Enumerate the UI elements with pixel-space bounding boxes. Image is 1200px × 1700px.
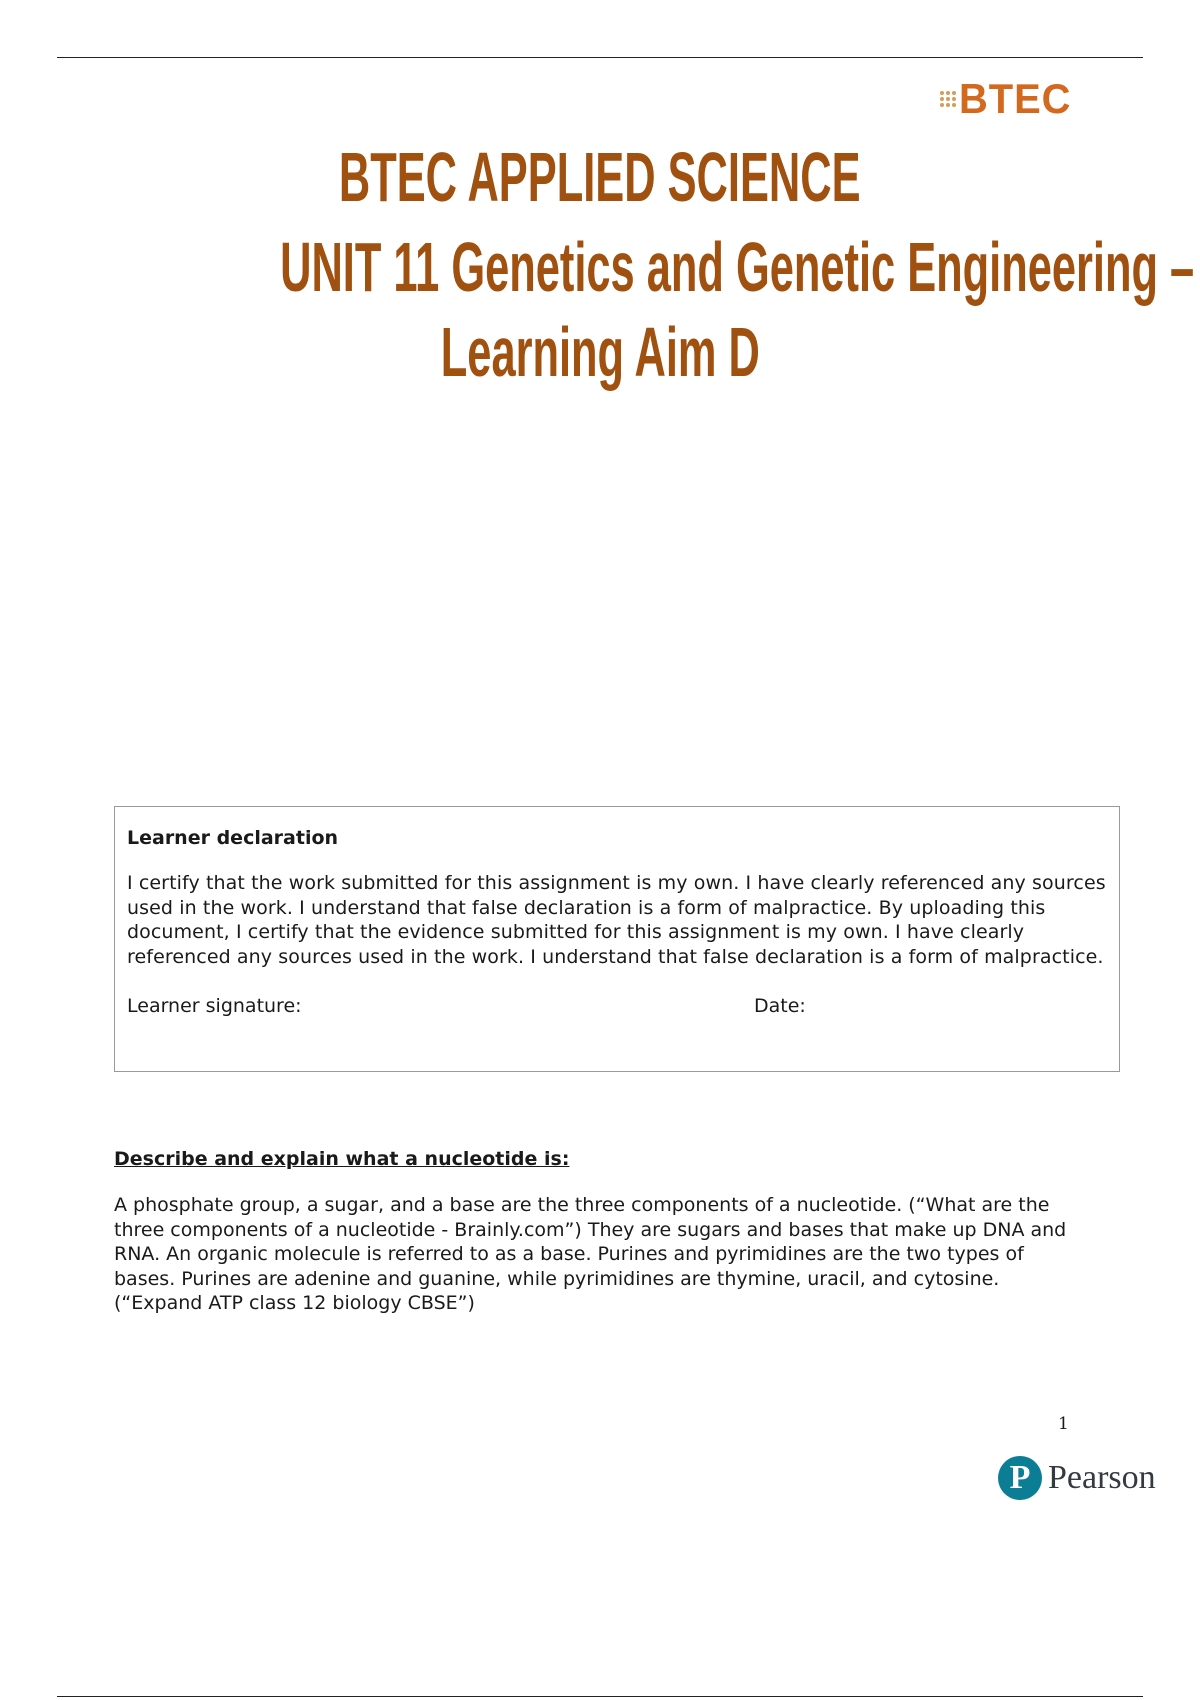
date-label: Date: — [754, 995, 806, 1017]
unit-title: UNIT 11 Genetics and Genetic Engineering – — [280, 228, 1195, 306]
bottom-rule — [57, 1696, 1143, 1697]
signature-row — [127, 995, 1107, 1021]
pearson-logo — [998, 1453, 1156, 1503]
pearson-p-icon: P — [998, 1456, 1042, 1500]
pearson-wordmark: Pearson — [1048, 1459, 1156, 1496]
learning-aim-title: Learning Aim D — [440, 313, 760, 391]
document-title: BTEC APPLIED SCIENCE — [339, 138, 861, 216]
page-number: 1 — [1058, 1414, 1069, 1434]
top-rule — [57, 57, 1143, 58]
declaration-heading: Learner declaration — [127, 827, 339, 849]
learner-declaration-box — [114, 806, 1120, 1072]
btec-logo-text: BTEC — [959, 75, 1072, 122]
btec-logo-dots-icon — [940, 91, 956, 107]
signature-label: Learner signature: — [127, 995, 302, 1017]
declaration-text: I certify that the work submitted for this assignment is my own. I have clearly referenced any sources used in the work. I understand that false declaration is a form of malpractice. By uploading this document, I certify that the evidence submitted for this assignment is my own. I have clearly referenced any sources used in the work. I understand that false declaration is a form of malpractice. — [127, 872, 1106, 968]
question-heading: Describe and explain what a nucleotide is: — [114, 1148, 570, 1170]
btec-logo — [940, 74, 1100, 124]
answer-text: A phosphate group, a sugar, and a base are the three components of a nucleotide. (“What are the three components of a nucleotide - Brainly.com”) They are sugars and bases that make up DNA and RNA. An organic molecule is referred to as a base. Purines and pyrimidines are the two types of bases. Purines are adenine and guanine, while pyrimidines are thymine, uracil, and cytosine. (“Expand ATP class 12 biology CBSE”) — [114, 1194, 1067, 1314]
